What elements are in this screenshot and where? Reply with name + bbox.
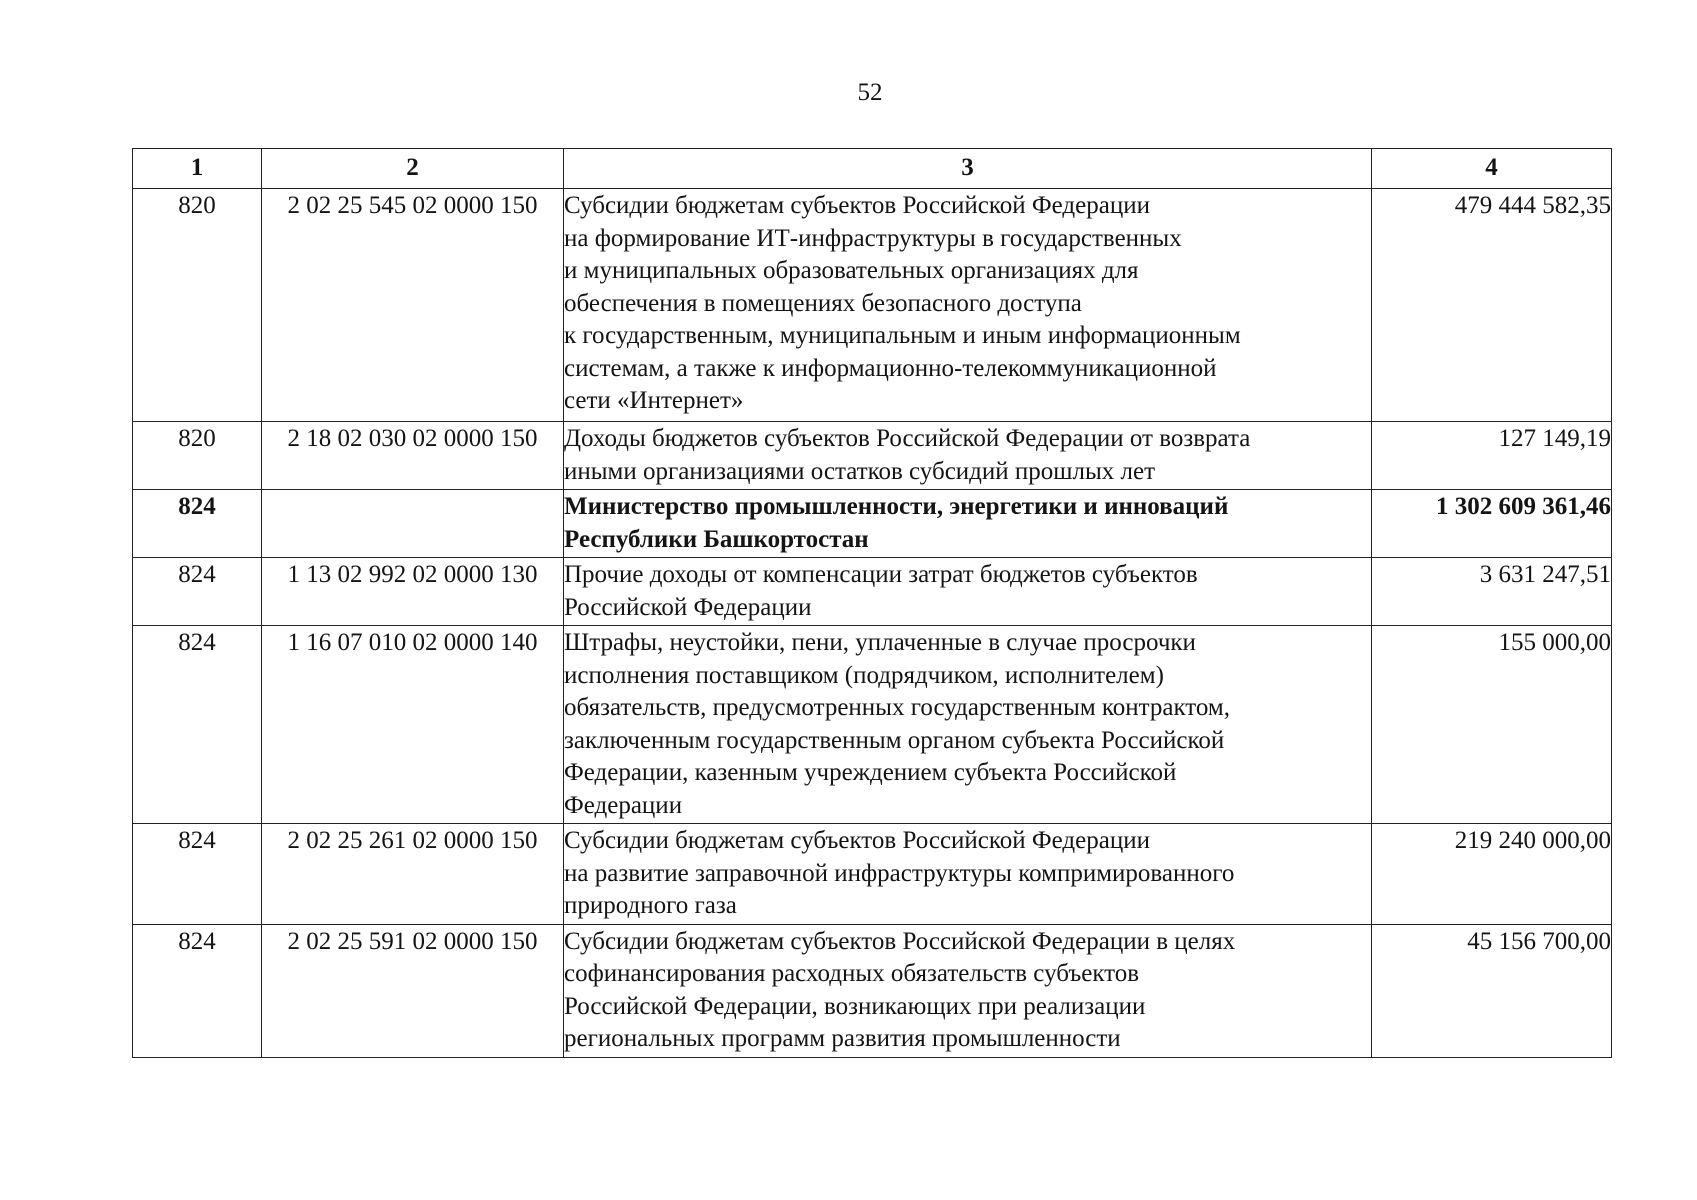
admin-code-cell: 824 xyxy=(133,626,262,824)
budget-code-cell: 2 02 25 545 02 0000 150 xyxy=(262,189,564,422)
admin-code-cell: 820 xyxy=(133,422,262,490)
budget-code-cell: 2 02 25 261 02 0000 150 xyxy=(262,824,564,925)
description-cell: Министерство промышленности, энергетики и инноваций Республики Башкортостан xyxy=(564,490,1372,558)
revenue-table xyxy=(132,148,1612,1058)
table-row xyxy=(133,189,1612,422)
amount-cell: 1 302 609 361,46 xyxy=(1372,490,1612,558)
description-cell: Субсидии бюджетам субъектов Российской Федерации в целях софинансирования расходных обязательств субъектов Российской Федерации, возникающих при реализации региональных программ развития промышленности xyxy=(564,924,1372,1057)
admin-code-cell: 820 xyxy=(133,189,262,422)
description-cell: Доходы бюджетов субъектов Российской Федерации от возврата иными организациями остатков субсидий прошлых лет xyxy=(564,422,1372,490)
description-cell: Прочие доходы от компенсации затрат бюджетов субъектов Российской Федерации xyxy=(564,558,1372,626)
admin-code-cell: 824 xyxy=(133,824,262,925)
header-col-1: 1 xyxy=(133,149,262,189)
budget-code-cell xyxy=(262,490,564,558)
admin-code-cell: 824 xyxy=(133,924,262,1057)
amount-cell: 219 240 000,00 xyxy=(1372,824,1612,925)
amount-cell: 155 000,00 xyxy=(1372,626,1612,824)
budget-code-cell: 2 02 25 591 02 0000 150 xyxy=(262,924,564,1057)
table-header-row xyxy=(133,149,1612,189)
amount-cell: 479 444 582,35 xyxy=(1372,189,1612,422)
amount-cell: 127 149,19 xyxy=(1372,422,1612,490)
table-row xyxy=(133,626,1612,824)
amount-cell: 3 631 247,51 xyxy=(1372,558,1612,626)
description-cell: Субсидии бюджетам субъектов Российской Федерации на развитие заправочной инфраструктуры компримированного природного газа xyxy=(564,824,1372,925)
table-row xyxy=(133,824,1612,925)
header-col-3: 3 xyxy=(564,149,1372,189)
header-col-2: 2 xyxy=(262,149,564,189)
header-col-4: 4 xyxy=(1372,149,1612,189)
description-cell: Штрафы, неустойки, пени, уплаченные в случае просрочки исполнения поставщиком (подрядчиком, исполнителем) обязательств, предусмотренных государственным контрактом, заключенным государственным органом субъекта Российской Федерации, казенным учреждением субъекта Российской Федерации xyxy=(564,626,1372,824)
budget-code-cell: 1 13 02 992 02 0000 130 xyxy=(262,558,564,626)
admin-code-cell: 824 xyxy=(133,558,262,626)
table-row xyxy=(133,558,1612,626)
page-number: 52 xyxy=(857,79,883,106)
amount-cell: 45 156 700,00 xyxy=(1372,924,1612,1057)
budget-code-cell: 2 18 02 030 02 0000 150 xyxy=(262,422,564,490)
table-row xyxy=(133,422,1612,490)
table-body xyxy=(133,189,1612,1058)
table-row xyxy=(133,924,1612,1057)
admin-code-cell: 824 xyxy=(133,490,262,558)
table-row-section-header xyxy=(133,490,1612,558)
budget-code-cell: 1 16 07 010 02 0000 140 xyxy=(262,626,564,824)
description-cell: Субсидии бюджетам субъектов Российской Федерации на формирование ИТ-инфраструктуры в государственных и муниципальных образовательных организациях для обеспечения в помещениях безопасного доступа к государственным, муниципальным и иным информационным системам, а также к информационно-телекоммуникационной сети «Интернет» xyxy=(564,189,1372,422)
